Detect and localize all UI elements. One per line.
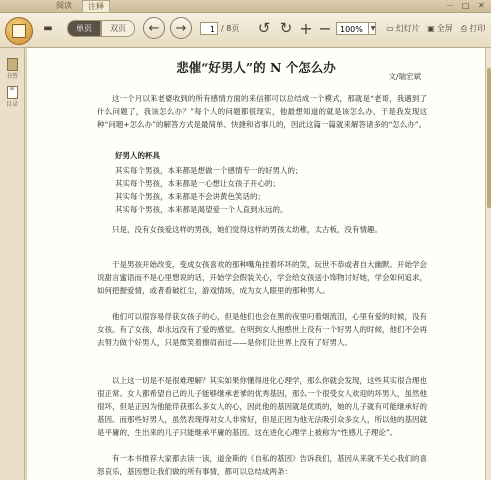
- rotate-right-button[interactable]: [278, 19, 294, 37]
- paragraph: 只是，没有女孩爱这样的男孩，她们觉得这样的男孩太幼稚，太古板，没有情趣。: [112, 225, 382, 234]
- arrow-right-icon: →: [175, 20, 187, 36]
- poem-line: 其实每个男孩，本来都是不会讲黄色笑话的；: [115, 192, 265, 201]
- paragraph: 于是男孩开始改变，变成女孩喜欢的那种嘴角挂着坏坏的笑，玩世不恭或者自大幽默。开始学会说甜言蜜语而不是心里想说的话，开始学会假装关心，学会给女孩送小饰物讨好她，学会如何追求，如何把握爱情，或者看破红尘，游戏情场，成为女人眼里的那种男人。: [97, 260, 427, 295]
- document-author: 文/瑞宏斌: [388, 72, 421, 81]
- section-heading: 好男人的杯具: [115, 151, 160, 160]
- app-logo[interactable]: [2, 13, 34, 47]
- single-page-button[interactable]: [67, 20, 101, 37]
- poem-line: 其实每个男孩，本来都是渴望爱一个人直到永远的。: [115, 205, 288, 214]
- double-page-button[interactable]: [101, 20, 135, 37]
- sidebar-item-bookmark[interactable]: [0, 58, 24, 80]
- bookmark-icon: [7, 58, 18, 71]
- document-page[interactable]: [27, 48, 485, 480]
- double-page-label: 双页: [110, 24, 126, 33]
- paragraph: 以上这一切是不是很难理解？其实如果你懂得进化心理学，那么你就会发现，这些其实很合理也很正常。女人都希望自己的儿子能够继承老爹的优秀基因，那么一个很受女人欢迎的坏男人，虽然他很坏，但是正因为他能俘获那么多女人的心，因此他的基因就是优质的，她的儿子就有可能继承好的基因。而那些好男人，虽然表现得对女人非常好，但是正因为他无法吸引众多女人，所以他的基因就是平庸的，生出来的儿子只能继承平庸的基因。这在进化心理学上被称为“性感儿子理论”。: [97, 376, 427, 437]
- tab-note[interactable]: 注释: [82, 0, 110, 12]
- book-icon: [12, 24, 26, 38]
- chevron-down-icon[interactable]: ▼: [368, 22, 377, 35]
- open-folder-button[interactable]: [37, 20, 59, 37]
- toc-icon: ≡: [7, 86, 18, 99]
- minimize-button[interactable]: －: [446, 1, 454, 10]
- poem-line: 其实每个男孩，本来都是想做一个感情专一的好男人的；: [115, 166, 303, 175]
- slideshow-icon: ▭: [386, 24, 394, 33]
- page-number-input[interactable]: 1: [200, 22, 218, 35]
- print-label: 打印: [469, 24, 486, 33]
- title-bar: [0, 0, 491, 13]
- arrow-left-icon: ←: [148, 20, 160, 36]
- fullscreen-label: 全屏: [436, 24, 453, 33]
- fullscreen-button[interactable]: [426, 21, 454, 36]
- single-page-label: 单页: [76, 24, 92, 33]
- next-page-button[interactable]: [170, 17, 192, 39]
- scrollbar-thumb[interactable]: [487, 68, 491, 208]
- zoom-select[interactable]: 100%: [336, 22, 376, 35]
- vertical-scrollbar[interactable]: [485, 48, 491, 480]
- paragraph: 他们可以很容易俘获女孩子的心，但是他们也会在黑的夜里叼着烟流泪，心里有爱的时候，没有女孩。有了女孩，却永远没有了爱的感觉。在明到女人抱憨世上没有一个好男人的时候，他们不会再去努力做个好男人，只是微笑着擦肩而过——是你们让世界上没有了好男人。: [97, 312, 427, 347]
- minus-icon: −: [318, 18, 332, 38]
- paragraph: 这一个月以来老婆收到的所有感情方面的来信都可以总结成一个模式，那就是“老哥，我遇到了什么问题了，我该怎么办？”每个人的问题都很现实，他最想知道的就是该怎么办，于是我发现这种“问题+怎么办”的解答方式是最简单、快捷和省事儿的，因此这篇一篇就来解答诸多的“怎么办”。: [97, 94, 427, 129]
- zoom-in-button[interactable]: [298, 19, 314, 37]
- slideshow-label: 幻灯片: [395, 24, 420, 33]
- document-title: 悲催“好男人”的 N 个怎么办: [176, 60, 336, 75]
- maximize-button[interactable]: □: [462, 1, 470, 10]
- print-button[interactable]: [458, 21, 488, 36]
- sidebar-item-toc[interactable]: [0, 86, 24, 108]
- rotate-cw-icon: ↻: [279, 19, 293, 37]
- close-button[interactable]: ✕: [478, 1, 485, 10]
- folder-icon: ▬: [43, 23, 53, 34]
- sidebar: [0, 48, 25, 480]
- plus-icon: +: [299, 18, 313, 38]
- printer-icon: ⎙: [460, 23, 468, 33]
- zoom-out-button[interactable]: [317, 19, 333, 37]
- prev-page-button[interactable]: [143, 17, 165, 39]
- page-total: / 8页: [221, 24, 240, 33]
- fullscreen-icon: ▣: [427, 24, 435, 33]
- rotate-ccw-icon: ↺: [257, 19, 271, 37]
- sidebar-item-label: 目录: [5, 101, 18, 108]
- paragraph: 有一本书推荐大家都去读一读，道金斯的《自私的基因》告诉我们，基因从来就不关心我们的喜怒哀乐，基因想让我们做的所有事情，都可以总结成两条：: [97, 454, 427, 476]
- poem-line: 其实每个男孩，本来都是一心想让女孩子开心的；: [115, 179, 280, 188]
- sidebar-item-label: 书签: [5, 73, 18, 80]
- slideshow-button[interactable]: [384, 21, 422, 36]
- rotate-left-button[interactable]: [256, 19, 272, 37]
- tab-read[interactable]: 阅读: [56, 1, 72, 10]
